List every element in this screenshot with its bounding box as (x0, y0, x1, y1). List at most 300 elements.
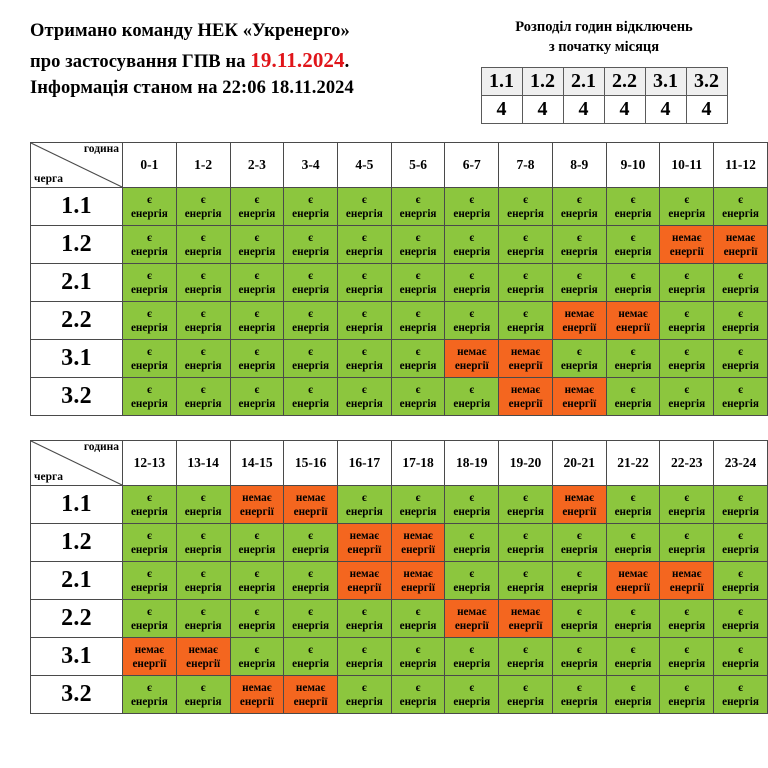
schedule-hour-header: 17-18 (391, 441, 445, 486)
power-on-cell (660, 302, 714, 340)
power-on-cell (176, 562, 230, 600)
cell-line-2: енергія (345, 619, 383, 632)
power-on-cell (230, 226, 284, 264)
power-on-cell (714, 486, 768, 524)
cell-line-2: енергії (454, 619, 489, 632)
power-on-cell (337, 638, 391, 676)
cell-line-2: енергія (453, 657, 491, 670)
power-on-cell (445, 638, 499, 676)
cell-line-2: енергія (722, 359, 759, 372)
schedule-queue-label: 1.2 (31, 226, 123, 264)
cell-line-2: енергія (722, 619, 759, 632)
cell-line-1: є (469, 269, 475, 282)
power-on-cell (606, 340, 660, 378)
power-on-cell (445, 302, 499, 340)
cell-line-1: є (200, 605, 206, 618)
power-on-cell (176, 264, 230, 302)
cell-line-2: енергії (239, 695, 274, 708)
notice-line-3: Інформація станом на 22:06 18.11.2024 (30, 78, 354, 99)
power-on-cell (606, 188, 660, 226)
cell-line-2: енергії (508, 619, 543, 632)
cell-line-2: енергія (614, 359, 652, 372)
cell-line-1: є (146, 681, 152, 694)
schedule-table-morning (30, 142, 768, 416)
cell-line-1: є (415, 193, 421, 206)
cell-line-2: енергія (184, 397, 222, 410)
cell-line-2: енергія (560, 695, 598, 708)
cell-line-1: немає (295, 491, 326, 504)
power-on-cell (230, 302, 284, 340)
schedule-queue-label: 3.2 (31, 378, 123, 416)
corner-hour-label: година (83, 143, 120, 155)
cell-line-2: енергії (132, 657, 167, 670)
power-on-cell (176, 302, 230, 340)
cell-line-1: є (308, 605, 314, 618)
cell-line-2: енергія (722, 397, 759, 410)
distribution-hours-value: 4 (604, 96, 645, 124)
power-on-cell (284, 524, 338, 562)
notice-line-1: Отримано команду НЕК «Укренерго» (30, 21, 350, 41)
distribution-hours-value: 4 (645, 96, 686, 124)
cell-line-1: є (523, 269, 528, 282)
cell-line-2: енергія (614, 695, 652, 708)
power-on-cell (445, 378, 499, 416)
power-on-cell (284, 638, 338, 676)
power-on-cell (499, 562, 553, 600)
cell-line-2: енергії (293, 505, 328, 518)
cell-line-2: енергія (130, 619, 168, 632)
cell-line-1: є (254, 269, 260, 282)
cell-line-1: є (200, 681, 206, 694)
cell-line-2: енергія (130, 207, 168, 220)
cell-line-1: є (200, 193, 206, 206)
power-on-cell (284, 188, 338, 226)
cell-line-2: енергія (722, 543, 759, 556)
cell-line-1: є (254, 605, 260, 618)
cell-line-2: енергія (345, 359, 383, 372)
cell-line-1: є (200, 269, 206, 282)
cell-line-1: є (576, 529, 582, 542)
cell-line-1: є (415, 231, 421, 244)
cell-line-1: є (684, 345, 690, 358)
table-row (31, 226, 768, 264)
cell-line-2: енергія (560, 359, 598, 372)
cell-line-2: енергія (453, 581, 491, 594)
cell-line-2: енергія (345, 283, 383, 296)
cell-line-2: енергія (399, 359, 437, 372)
cell-line-2: енергія (722, 207, 759, 220)
cell-line-2: енергія (668, 207, 706, 220)
cell-line-1: немає (349, 529, 380, 542)
cell-line-1: є (576, 193, 582, 206)
cell-line-1: є (308, 269, 314, 282)
cell-line-2: енергія (399, 695, 437, 708)
cell-line-2: енергія (238, 581, 276, 594)
cell-line-2: енергія (238, 359, 276, 372)
cell-line-2: енергія (130, 581, 168, 594)
power-on-cell (123, 188, 177, 226)
cell-line-2: енергія (668, 505, 706, 518)
power-on-cell (606, 600, 660, 638)
schedule-queue-label: 3.1 (31, 638, 123, 676)
schedule-hour-header: 18-19 (445, 441, 499, 486)
cell-line-2: енергія (292, 207, 330, 220)
cell-line-1: немає (403, 529, 433, 542)
cell-line-2: енергії (347, 581, 382, 594)
cell-line-2: енергії (562, 397, 597, 410)
cell-line-1: є (523, 307, 528, 320)
power-on-cell (337, 378, 391, 416)
cell-line-1: є (146, 529, 152, 542)
cell-line-1: є (684, 269, 690, 282)
power-off-cell (176, 638, 230, 676)
distribution-values-row (481, 96, 727, 124)
cell-line-2: енергія (345, 207, 383, 220)
cell-line-2: енергія (453, 695, 491, 708)
power-on-cell (714, 562, 768, 600)
cell-line-1: є (738, 491, 743, 504)
cell-line-2: енергія (238, 619, 276, 632)
cell-line-1: є (630, 681, 636, 694)
cell-line-1: є (469, 529, 475, 542)
power-on-cell (123, 264, 177, 302)
distribution-title (470, 18, 738, 57)
cell-line-1: є (630, 605, 636, 618)
cell-line-2: енергія (453, 321, 491, 334)
power-on-cell (660, 486, 714, 524)
cell-line-1: є (630, 193, 636, 206)
cell-line-2: енергія (560, 283, 598, 296)
cell-line-2: енергія (345, 321, 383, 334)
cell-line-2: енергія (184, 283, 222, 296)
cell-line-1: є (308, 193, 314, 206)
cell-line-2: енергія (399, 657, 437, 670)
schedule-table-evening (30, 440, 768, 714)
power-on-cell (445, 188, 499, 226)
cell-line-2: енергія (292, 245, 330, 258)
cell-line-1: є (469, 491, 475, 504)
power-on-cell (606, 264, 660, 302)
cell-line-2: енергія (722, 505, 759, 518)
power-on-cell (714, 378, 768, 416)
power-on-cell (660, 638, 714, 676)
cell-line-1: є (254, 383, 260, 396)
cell-line-1: є (738, 383, 743, 396)
power-off-cell (660, 226, 714, 264)
power-on-cell (123, 524, 177, 562)
cell-line-1: є (146, 567, 152, 580)
cell-line-2: енергія (507, 543, 544, 556)
cell-line-2: енергії (562, 505, 597, 518)
schedule-hour-header: 21-22 (606, 441, 660, 486)
cell-line-1: є (308, 383, 314, 396)
cell-line-1: немає (618, 307, 648, 320)
schedule-hour-header: 1-2 (176, 143, 230, 188)
cell-line-2: енергія (614, 619, 652, 632)
power-off-cell (552, 378, 606, 416)
power-on-cell (230, 264, 284, 302)
cell-line-2: енергія (507, 321, 544, 334)
cell-line-1: є (415, 307, 421, 320)
schedule-hour-header: 12-13 (123, 441, 177, 486)
power-off-cell (606, 562, 660, 600)
cell-line-1: є (254, 567, 260, 580)
cell-line-2: енергія (130, 397, 168, 410)
power-on-cell (284, 340, 338, 378)
cell-line-1: є (308, 345, 314, 358)
cell-line-2: енергії (562, 321, 597, 334)
power-on-cell (176, 486, 230, 524)
cell-line-2: енергії (508, 397, 543, 410)
cell-line-1: є (254, 193, 260, 206)
cell-line-1: є (684, 193, 690, 206)
cell-line-2: енергія (345, 397, 383, 410)
power-on-cell (176, 524, 230, 562)
power-on-cell (445, 562, 499, 600)
power-on-cell (606, 676, 660, 714)
cell-line-1: є (308, 529, 314, 542)
cell-line-2: енергії (669, 581, 704, 594)
schedule-queue-label: 1.2 (31, 524, 123, 562)
cell-line-1: немає (188, 643, 218, 656)
schedule-hour-header: 5-6 (391, 143, 445, 188)
table-row (31, 524, 768, 562)
schedule-queue-label: 2.1 (31, 562, 123, 600)
cell-line-1: є (630, 269, 636, 282)
power-on-cell (714, 676, 768, 714)
power-on-cell (123, 486, 177, 524)
cell-line-2: енергія (399, 619, 437, 632)
power-on-cell (230, 188, 284, 226)
power-on-cell (660, 676, 714, 714)
distribution-hours-value: 4 (481, 96, 522, 124)
cell-line-2: енергія (614, 657, 652, 670)
cell-line-1: є (576, 605, 582, 618)
cell-line-1: є (200, 529, 206, 542)
cell-line-2: енергія (238, 207, 276, 220)
cell-line-2: енергія (722, 657, 759, 670)
schedule-hour-header: 15-16 (284, 441, 338, 486)
cell-line-1: є (738, 193, 743, 206)
cell-line-2: енергія (507, 657, 544, 670)
distribution-queue-header: 1.2 (522, 68, 563, 96)
cell-line-2: енергія (614, 543, 652, 556)
cell-line-1: є (200, 307, 206, 320)
cell-line-1: немає (510, 605, 541, 618)
cell-line-1: є (254, 345, 260, 358)
cell-line-2: енергія (507, 283, 544, 296)
cell-line-1: є (254, 643, 260, 656)
cell-line-1: є (415, 383, 421, 396)
cell-line-2: енергія (722, 321, 759, 334)
cell-line-1: є (738, 269, 743, 282)
cell-line-1: немає (510, 383, 541, 396)
cell-line-1: є (576, 345, 582, 358)
cell-line-2: енергія (292, 397, 330, 410)
power-on-cell (499, 486, 553, 524)
cell-line-2: енергія (238, 321, 276, 334)
cell-line-1: є (254, 529, 260, 542)
cell-line-1: є (684, 643, 690, 656)
cell-line-2: енергія (614, 397, 652, 410)
cell-line-1: є (254, 307, 260, 320)
power-off-cell (391, 562, 445, 600)
table-row (31, 676, 768, 714)
power-on-cell (123, 302, 177, 340)
cell-line-2: енергія (453, 543, 491, 556)
cell-line-1: є (308, 567, 314, 580)
schedule-hour-header: 4-5 (337, 143, 391, 188)
cell-line-1: є (146, 383, 152, 396)
cell-line-2: енергія (184, 581, 222, 594)
cell-line-1: є (361, 269, 367, 282)
header-zone (0, 0, 768, 130)
schedule-hour-header: 23-24 (714, 441, 768, 486)
distribution-block (470, 18, 738, 124)
power-on-cell (445, 524, 499, 562)
cell-line-2: енергія (184, 695, 222, 708)
schedule-hour-header: 10-11 (660, 143, 714, 188)
cell-line-1: є (469, 231, 475, 244)
distribution-hours-value: 4 (563, 96, 604, 124)
power-on-cell (284, 600, 338, 638)
power-on-cell (499, 226, 553, 264)
cell-line-1: є (576, 567, 582, 580)
cell-line-1: є (146, 269, 152, 282)
cell-line-1: немає (134, 643, 165, 656)
cell-line-2: енергія (668, 543, 706, 556)
cell-line-2: енергія (614, 207, 652, 220)
power-on-cell (391, 378, 445, 416)
cell-line-1: є (469, 567, 475, 580)
cell-line-1: є (576, 231, 582, 244)
cell-line-2: енергія (184, 207, 222, 220)
cell-line-2: енергії (401, 581, 436, 594)
power-on-cell (714, 524, 768, 562)
power-on-cell (552, 188, 606, 226)
cell-line-2: енергія (345, 505, 383, 518)
power-on-cell (230, 638, 284, 676)
schedule-queue-label: 1.1 (31, 486, 123, 524)
cell-line-1: немає (672, 567, 702, 580)
cell-line-2: енергія (668, 619, 706, 632)
power-on-cell (499, 264, 553, 302)
power-on-cell (499, 676, 553, 714)
cell-line-1: немає (295, 681, 326, 694)
cell-line-1: є (146, 605, 152, 618)
power-on-cell (499, 302, 553, 340)
power-off-cell (391, 524, 445, 562)
table-row (31, 340, 768, 378)
cell-line-1: є (630, 231, 636, 244)
cell-line-1: є (308, 643, 314, 656)
cell-line-2: енергія (507, 245, 544, 258)
cell-line-2: енергія (668, 359, 706, 372)
cell-line-1: є (738, 567, 743, 580)
power-on-cell (391, 486, 445, 524)
power-on-cell (660, 188, 714, 226)
cell-line-1: є (738, 345, 743, 358)
table-row (31, 600, 768, 638)
cell-line-2: енергія (399, 321, 437, 334)
power-off-cell (552, 486, 606, 524)
power-on-cell (230, 524, 284, 562)
cell-line-1: немає (564, 491, 594, 504)
cell-line-1: є (469, 383, 475, 396)
cell-line-1: є (200, 491, 206, 504)
cell-line-1: немає (457, 345, 487, 358)
cell-line-2: енергія (668, 321, 706, 334)
power-on-cell (499, 188, 553, 226)
cell-line-2: енергія (184, 245, 222, 258)
cell-line-1: є (146, 307, 152, 320)
distribution-table (481, 67, 728, 124)
schedule-queue-label: 3.2 (31, 676, 123, 714)
cell-line-2: енергія (453, 245, 491, 258)
cell-line-1: немає (564, 307, 594, 320)
power-on-cell (552, 226, 606, 264)
table-row (31, 378, 768, 416)
cell-line-1: немає (349, 567, 380, 580)
power-on-cell (337, 340, 391, 378)
cell-line-1: є (684, 307, 690, 320)
cell-line-2: енергія (292, 581, 330, 594)
power-on-cell (391, 638, 445, 676)
cell-line-1: є (415, 491, 421, 504)
power-on-cell (284, 302, 338, 340)
cell-line-1: є (254, 231, 260, 244)
distribution-hours-value: 4 (522, 96, 563, 124)
cell-line-2: енергія (345, 245, 383, 258)
power-off-cell (337, 562, 391, 600)
schedule-hour-header: 6-7 (445, 143, 499, 188)
cell-line-2: енергія (130, 245, 168, 258)
power-on-cell (176, 378, 230, 416)
cell-line-1: є (630, 345, 636, 358)
distribution-queue-header: 1.1 (481, 68, 522, 96)
cell-line-1: немає (242, 491, 272, 504)
power-on-cell (337, 486, 391, 524)
cell-line-2: енергія (292, 619, 330, 632)
power-on-cell (445, 226, 499, 264)
power-on-cell (445, 486, 499, 524)
cell-line-2: енергія (184, 543, 222, 556)
cell-line-1: є (738, 605, 743, 618)
cell-line-2: енергія (292, 543, 330, 556)
distribution-queue-header: 2.1 (563, 68, 604, 96)
cell-line-2: енергія (292, 321, 330, 334)
cell-line-1: немає (510, 345, 541, 358)
cell-line-2: енергія (614, 505, 652, 518)
power-on-cell (230, 562, 284, 600)
distribution-title-line-2: з початку місяця (548, 38, 660, 55)
cell-line-1: є (146, 231, 152, 244)
cell-line-1: є (146, 491, 152, 504)
cell-line-2: енергія (453, 505, 491, 518)
notice-line-2-suffix: . (344, 51, 350, 72)
corner-queue-label: черга (34, 470, 63, 483)
cell-line-1: є (630, 491, 636, 504)
cell-line-2: енергія (453, 283, 491, 296)
cell-line-2: енергія (614, 283, 652, 296)
cell-line-2: енергія (507, 581, 544, 594)
power-on-cell (445, 676, 499, 714)
cell-line-1: є (630, 643, 636, 656)
power-on-cell (606, 638, 660, 676)
cell-line-2: енергії (239, 505, 274, 518)
schedule-hour-header: 0-1 (123, 143, 177, 188)
power-on-cell (606, 226, 660, 264)
